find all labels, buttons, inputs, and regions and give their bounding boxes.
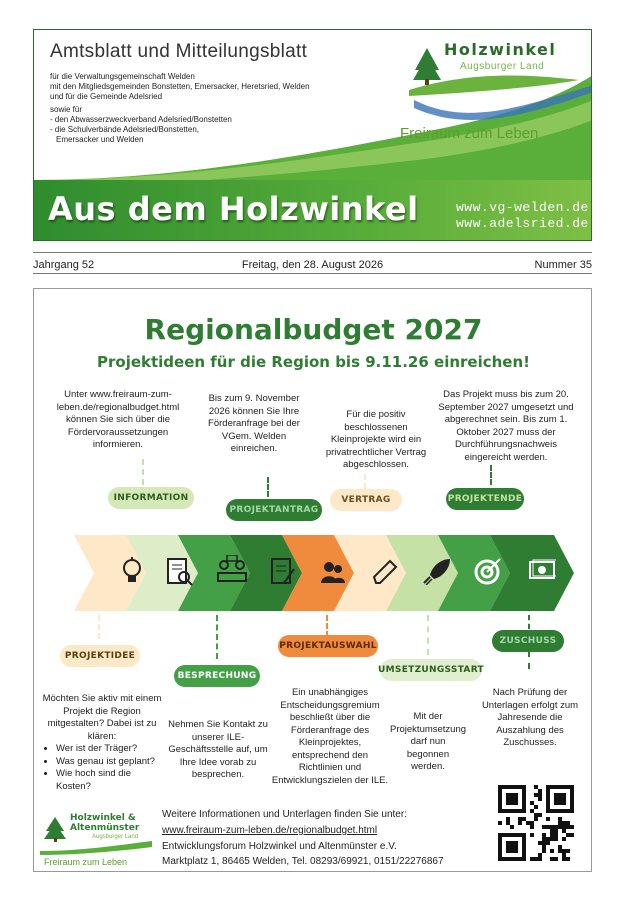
- projektauswahl-text: Ein unabhängiges Entscheidungsgremium beschließt über die Förderanfrage des Kleinprojektes, entsprechend den Richtlinien und Entwicklungszielen der ILE.: [271, 687, 389, 786]
- pencil-icon: [372, 557, 398, 585]
- umsetzungsstart-text: Mit der Projektumsetzung darf nun begonnen werden.: [390, 711, 467, 772]
- footer-logo-slogan: Freiraum zum Leben: [44, 857, 128, 867]
- connector: [528, 615, 530, 629]
- footer-line-4: Marktplatz 1, 86465 Welden, Tel. 08293/69921, 0151/22276867: [162, 856, 444, 867]
- masthead-line: - die Schulverbände Adelsried/Bonstetten,: [50, 125, 199, 134]
- projektidee-list: [42, 743, 162, 793]
- projektidee-text: [42, 693, 162, 793]
- regionalbudget-poster: [33, 288, 592, 872]
- rule-top: [33, 252, 592, 253]
- footer-swoosh: [40, 841, 152, 855]
- tree-logo-icon: [44, 817, 66, 843]
- connector: [267, 477, 269, 497]
- label-projektauswahl: PROJEKTAUSWAHL: [278, 635, 378, 657]
- connector: [427, 615, 429, 655]
- label-projektantrag: PROJEKTANTRAG: [226, 499, 322, 521]
- connector: [490, 465, 492, 485]
- masthead-line: - den Abwasserzweckverband Adelsried/Bonstetten: [50, 115, 232, 124]
- connector: [528, 651, 530, 669]
- issue-number: Nummer 35: [534, 259, 592, 271]
- form-icon: [270, 557, 296, 587]
- issue-date: Freitag, den 28. August 2026: [241, 259, 384, 271]
- poster-subtitle: Projektideen für die Region bis 9.11.26 einreichen!: [97, 353, 530, 371]
- label-projektende: PROJEKTENDE: [446, 488, 524, 510]
- masthead-line: für die Verwaltungsgemeinschaft Welden: [50, 72, 195, 81]
- brand-sub: Augsburger Land: [460, 61, 545, 72]
- url-vg-welden[interactable]: www.vg-welden.de: [456, 200, 589, 215]
- banner-title: Aus dem Holzwinkel: [48, 190, 419, 228]
- masthead-line: sowie für: [50, 105, 83, 114]
- label-projektidee: PROJEKTIDEE: [60, 645, 140, 667]
- footer-logo-line: Altenmünster: [70, 823, 140, 833]
- list-item: • Wie hoch sind die Kosten?: [56, 768, 162, 793]
- meeting-icon: [216, 555, 248, 585]
- projektidee-intro: Möchten Sie aktiv mit einem Projekt die Region mitgestalten? Dabei ist zu klären:: [42, 693, 162, 742]
- besprechung-text: Nehmen Sie Kontakt zu unserer ILE-Geschäftsstelle auf, um Ihre Idee vorab zu besprechen.: [168, 719, 268, 780]
- masthead-line: mit den Mitgliedsgemeinden Bonstetten, Emersacker, Heretsried, Welden: [50, 82, 310, 91]
- projektantrag-text: Bis zum 9. November 2026 können Sie Ihre Förderanfrage bei der VGem. Welden einreichen.: [208, 393, 300, 454]
- rocket-icon: [422, 557, 452, 585]
- label-umsetzungsstart: UMSETZUNGSSTART: [380, 659, 482, 681]
- money-icon: [528, 559, 556, 583]
- connector: [98, 615, 100, 639]
- list-item: • Was genau ist geplant?: [56, 756, 162, 769]
- masthead-line: und für die Gemeinde Adelsried: [50, 92, 163, 101]
- lightbulb-icon: [120, 557, 144, 587]
- group-icon: [320, 559, 346, 585]
- qr-code[interactable]: [498, 785, 574, 861]
- poster-title: Regionalbudget 2027: [144, 313, 483, 346]
- list-item: • Wer ist der Träger?: [56, 743, 162, 756]
- brand-name: Holzwinkel: [444, 40, 557, 59]
- connector: [142, 459, 144, 485]
- connector: [326, 615, 328, 637]
- masthead-title: Amtsblatt und Mitteilungsblatt: [50, 41, 308, 62]
- footer-link[interactable]: www.freiraum-zum-leben.de/regionalbudget.html: [162, 825, 378, 836]
- slogan: Freiraum zum Leben: [400, 125, 539, 142]
- tree-logo-icon: [412, 48, 442, 86]
- masthead-line: Emersacker und Welden: [56, 135, 144, 144]
- rule-bottom: [33, 273, 592, 274]
- footer-logo-name: [70, 813, 139, 833]
- zuschuss-text: Nach Prüfung der Unterlagen erfolgt zum Jahresende die Auszahlung des Zuschusses.: [481, 687, 579, 748]
- vertrag-text: Für die positiv beschlossenen Kleinprojekte wird ein privatrechtlicher Vertrag abgeschlossen.: [325, 409, 427, 470]
- projektende-text: Das Projekt muss bis zum 20. September 2027 umgesetzt und abgerechnet sein. Bis zum 1. Oktober 2027 muss der Durchführungsnachweis eingereicht werden.: [438, 389, 574, 463]
- label-information: INFORMATION: [108, 487, 194, 509]
- info-text: Unter www.freiraum-zum-leben.de/regionalbudget.html können Sie sich über die Fördervoraussetzungen informieren.: [56, 389, 180, 450]
- process-chevrons: [34, 531, 592, 615]
- url-adelsried[interactable]: www.adelsried.de: [456, 216, 589, 231]
- masthead: [33, 29, 592, 241]
- footer-line-3: Entwicklungsforum Holzwinkel und Altenmünster e.V.: [162, 841, 397, 852]
- footer-line-1: Weitere Informationen und Unterlagen finden Sie unter:: [162, 809, 407, 820]
- footer-logo-line: Holzwinkel &: [70, 813, 136, 823]
- label-vertrag: VERTRAG: [330, 489, 402, 511]
- label-zuschuss: ZUSCHUSS: [492, 630, 564, 652]
- document-search-icon: [166, 557, 194, 587]
- target-icon: [474, 557, 502, 585]
- connector: [216, 615, 218, 659]
- label-besprechung: BESPRECHUNG: [174, 665, 260, 687]
- footer-logo-sub: Augsburger Land: [92, 834, 139, 840]
- jahrgang: Jahrgang 52: [33, 259, 95, 271]
